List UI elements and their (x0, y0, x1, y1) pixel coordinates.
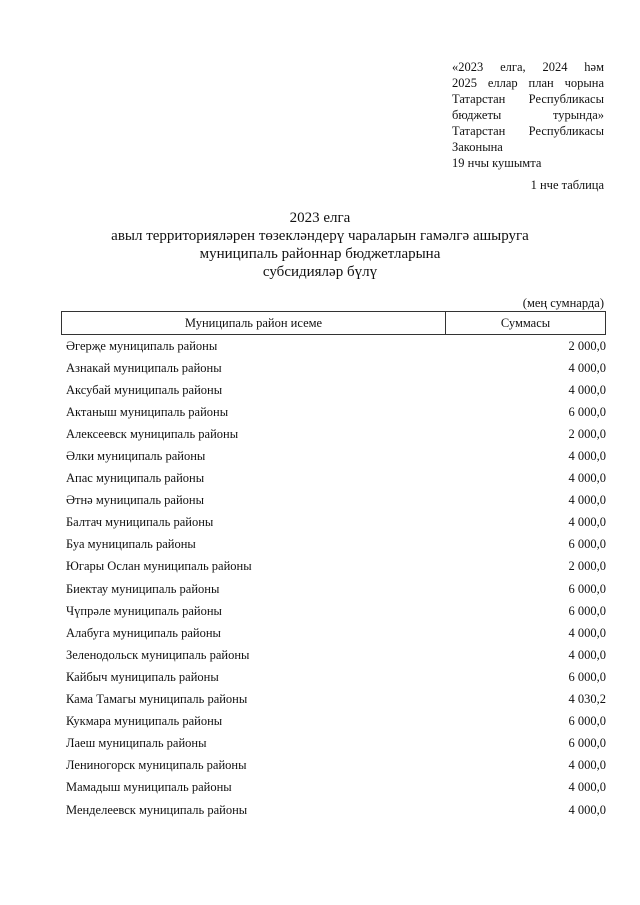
subsidy-amount: 4 030,2 (568, 692, 606, 707)
subsidy-amount: 6 000,0 (568, 581, 606, 596)
district-name: Чүпрәле муниципаль районы (66, 603, 222, 618)
table-row (66, 799, 606, 821)
header-amount: Суммасы (500, 315, 551, 330)
subsidy-amount: 4 000,0 (568, 471, 606, 486)
district-name: Актаныш муниципаль районы (66, 404, 229, 419)
table-row (66, 733, 606, 755)
table-header (61, 311, 606, 335)
district-name: Апас муниципаль районы (66, 471, 205, 486)
district-name: Зеленодольск муниципаль районы (66, 647, 250, 662)
subsidy-amount: 4 000,0 (568, 625, 606, 640)
district-name: Югары Ослан муниципаль районы (66, 559, 252, 574)
district-name: Биектау муниципаль районы (66, 581, 220, 596)
subsidy-amount: 6 000,0 (568, 714, 606, 729)
document-title (0, 209, 640, 281)
units-note: (мең сумнарда) (522, 296, 604, 310)
district-name: Аксубай муниципаль районы (66, 382, 223, 397)
subsidy-amount: 6 000,0 (568, 404, 606, 419)
table-row (66, 578, 606, 600)
title-line: авыл территорияләрен төзекләндерү чараларын гамәлгә ашыруга (111, 228, 529, 244)
district-name: Алексеевск муниципаль районы (66, 426, 239, 441)
subsidy-amount: 4 000,0 (568, 780, 606, 795)
subsidy-amount: 2 000,0 (568, 338, 606, 353)
table-row (66, 534, 606, 556)
district-name: Кукмара муниципаль районы (66, 714, 223, 729)
district-name: Менделеевск муниципаль районы (66, 802, 248, 817)
table-row (66, 490, 606, 512)
table-row (66, 689, 606, 711)
table-row (66, 468, 606, 490)
table-row (66, 777, 606, 799)
district-name: Әтнә муниципаль районы (66, 493, 205, 508)
subsidy-amount: 4 000,0 (568, 382, 606, 397)
reference-line: Татарстан Республикасы (452, 124, 604, 138)
title-line: субсидияләр бүлү (262, 264, 378, 280)
subsidy-amount: 2 000,0 (568, 559, 606, 574)
subsidy-amount: 6 000,0 (568, 603, 606, 618)
subsidy-amount: 4 000,0 (568, 449, 606, 464)
table-row (66, 357, 606, 379)
law-reference-block (452, 59, 604, 171)
district-name: Мамадыш муниципаль районы (66, 780, 232, 795)
table-row (66, 445, 606, 467)
title-line: муниципаль районнар бюджетларына (199, 246, 441, 262)
table-row (66, 666, 606, 688)
subsidy-amount: 6 000,0 (568, 736, 606, 751)
reference-line: бюджеты турында» (452, 108, 604, 122)
district-name: Әгерҗе муниципаль районы (66, 338, 218, 353)
table-row (66, 711, 606, 733)
district-name: Балтач муниципаль районы (66, 515, 214, 530)
table-row (66, 644, 606, 666)
district-name: Әлки муниципаль районы (66, 449, 206, 464)
header-district-name: Муниципаль район исеме (62, 312, 446, 334)
district-name: Азнакай муниципаль районы (66, 360, 222, 375)
reference-line: Татарстан Республикасы (452, 92, 604, 106)
table-row (66, 600, 606, 622)
subsidy-amount: 4 000,0 (568, 360, 606, 375)
subsidy-amount: 4 000,0 (568, 493, 606, 508)
subsidy-amount: 6 000,0 (568, 669, 606, 684)
subsidy-amount: 2 000,0 (568, 426, 606, 441)
subsidy-amount: 6 000,0 (568, 537, 606, 552)
table-row (66, 379, 606, 401)
table-row (66, 556, 606, 578)
table-row (66, 335, 606, 357)
district-name: Лаеш муниципаль районы (66, 736, 207, 751)
title-line: 2023 елга (289, 210, 351, 226)
reference-line: Законына (452, 140, 503, 154)
district-name: Алабуга муниципаль районы (66, 625, 221, 640)
district-name: Буа муниципаль районы (66, 537, 196, 552)
subsidy-amount: 4 000,0 (568, 758, 606, 773)
district-name: Кама Тамагы муниципаль районы (66, 692, 248, 707)
table-row (66, 423, 606, 445)
table-row (66, 401, 606, 423)
table-row (66, 755, 606, 777)
table-number: 1 нче таблица (530, 178, 604, 192)
reference-line: «2023 елга, 2024 һәм (452, 60, 604, 74)
reference-line: 19 нчы кушымта (452, 156, 542, 170)
table-body (66, 335, 606, 821)
reference-line: 2025 еллар план чорына (452, 76, 604, 90)
subsidy-amount: 4 000,0 (568, 802, 606, 817)
subsidy-amount: 4 000,0 (568, 515, 606, 530)
subsidy-amount: 4 000,0 (568, 647, 606, 662)
table-row (66, 512, 606, 534)
district-name: Кайбыч муниципаль районы (66, 669, 219, 684)
table-row (66, 622, 606, 644)
district-name: Лениногорск муниципаль районы (66, 758, 247, 773)
